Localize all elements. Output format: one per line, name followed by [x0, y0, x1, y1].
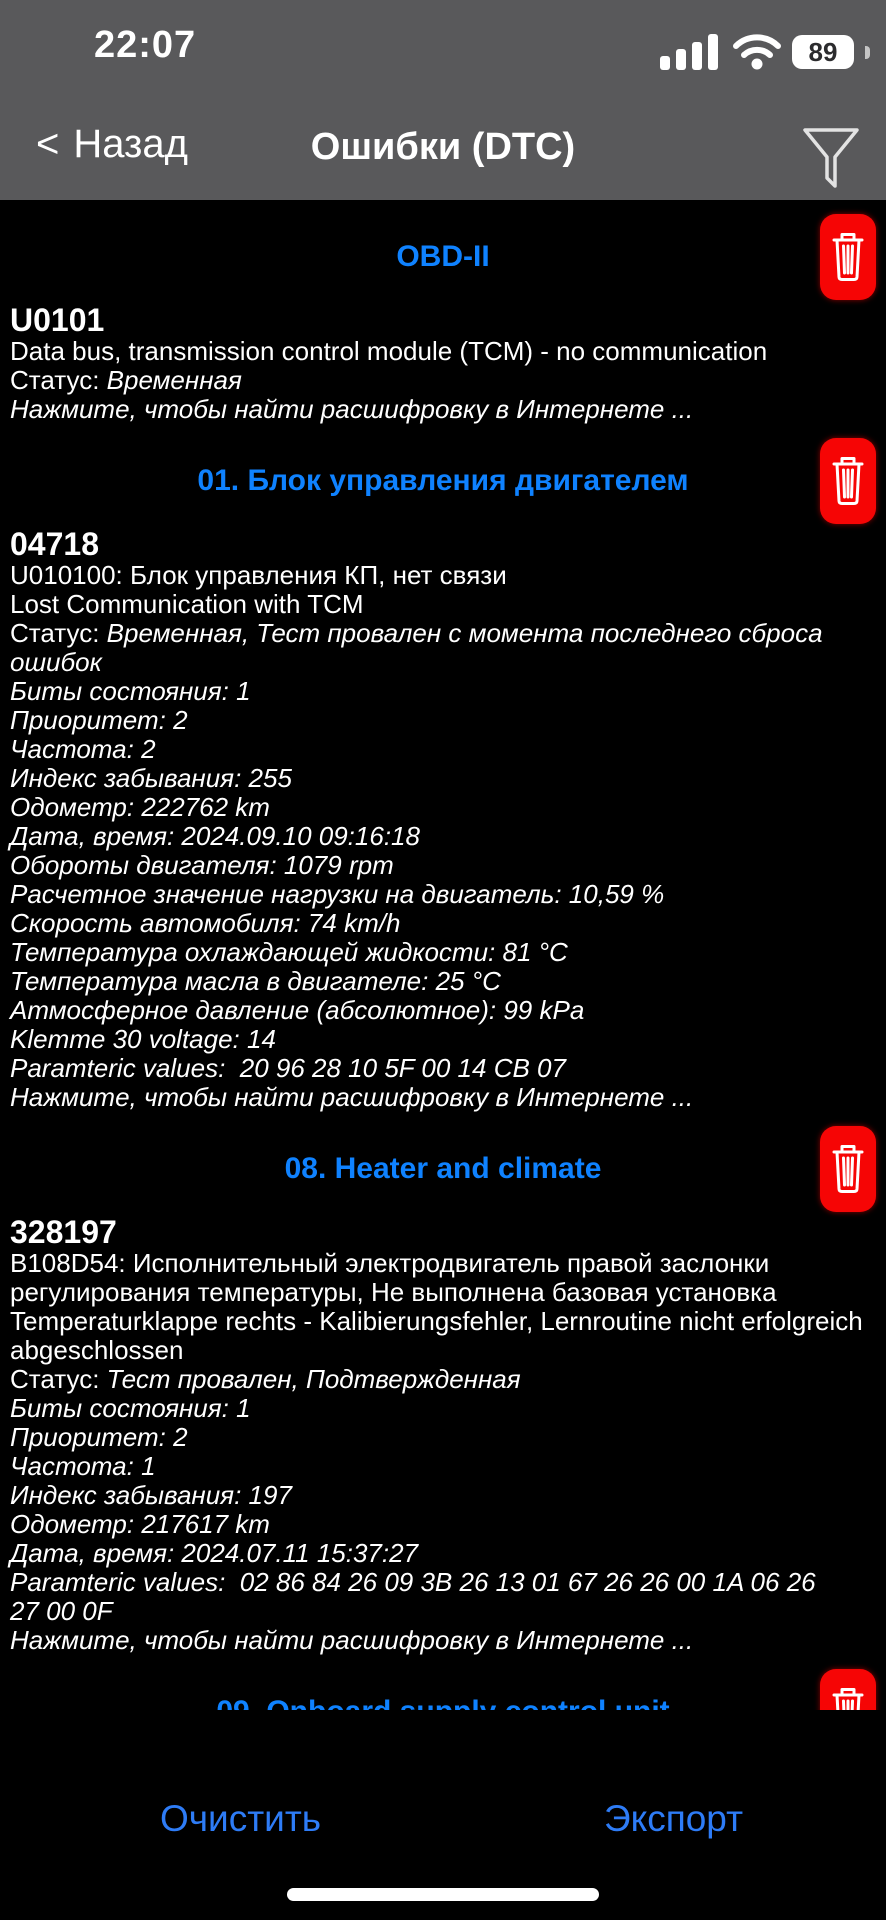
text-segment: Нажмите, чтобы найти расшифровку в Интернете ...: [10, 394, 694, 424]
text-segment: Data bus, transmission control module (TCM) - no communication: [10, 336, 768, 366]
home-indicator[interactable]: [287, 1888, 599, 1901]
header: [0, 0, 886, 200]
delete-section-button[interactable]: [820, 438, 876, 524]
filter-button[interactable]: [800, 124, 864, 199]
funnel-icon: [800, 124, 864, 194]
text-segment: Биты состояния: 1: [10, 676, 251, 706]
text-segment: Скорость автомобиля: 74 km/h: [10, 908, 401, 938]
text-segment: Индекс забывания: 255: [10, 763, 292, 793]
dtc-lookup-link[interactable]: [10, 1626, 876, 1655]
dtc-detail-line: [10, 1423, 876, 1452]
text-segment: Биты состояния: 1: [10, 1393, 251, 1423]
wifi-icon: [733, 34, 781, 70]
dtc-detail-line: [10, 1481, 876, 1510]
dtc-code: U0101: [10, 302, 105, 338]
text-segment: Paramteric values: 02 86 84 26 09 3B 26 13 01 67 26 26 00 1A 06 26: [10, 1567, 816, 1597]
delete-section-button[interactable]: [820, 1126, 876, 1212]
text-segment: Индекс забывания: 197: [10, 1480, 292, 1510]
dtc-detail-line: [10, 938, 876, 967]
dtc-detail-line: [10, 1539, 876, 1568]
section-header: [10, 214, 876, 300]
dtc-detail-line: [10, 337, 876, 366]
text-segment: Частота: 2: [10, 734, 156, 764]
dtc-section: [10, 438, 876, 1112]
text-segment: Нажмите, чтобы найти расшифровку в Интернете ...: [10, 1625, 694, 1655]
dtc-detail-line: [10, 677, 876, 706]
text-segment: Нажмите, чтобы найти расшифровку в Интернете ...: [10, 1082, 694, 1112]
status-icons: [660, 34, 870, 70]
dtc-detail-line: [10, 909, 876, 938]
chevron-left-icon: <: [36, 122, 60, 166]
dtc-detail-line: [10, 619, 876, 648]
text-segment: Атмосферное давление (абсолютное): 99 kPa: [10, 995, 585, 1025]
dtc-detail-line: [10, 967, 876, 996]
dtc-detail-line: [10, 590, 876, 619]
text-segment: Paramteric values: 20 96 28 10 5F 00 14 CB 07: [10, 1053, 566, 1083]
dtc-lookup-link[interactable]: [10, 1083, 876, 1112]
section-title: OBD-II: [396, 240, 490, 273]
page-title: Ошибки (DTC): [310, 126, 576, 168]
section-header: [10, 438, 876, 524]
dtc-detail-line: [10, 1054, 876, 1083]
back-button[interactable]: [36, 122, 188, 167]
dtc-detail-line: [10, 1568, 876, 1597]
text-segment: Приоритет: 2: [10, 1422, 188, 1452]
dtc-detail-line: [10, 880, 876, 909]
clear-button[interactable]: Очистить: [160, 1798, 322, 1839]
dtc-detail-line: [10, 996, 876, 1025]
text-segment: Обороты двигателя: 1079 rpm: [10, 850, 394, 880]
dtc-section: [10, 1126, 876, 1655]
text-segment: B108D54: Исполнительный электродвигатель правой заслонки: [10, 1248, 770, 1278]
trash-icon: [829, 455, 867, 507]
text-segment: Lost Communication with TCM: [10, 589, 364, 619]
text-segment: Дата, время: 2024.07.11 15:37:27: [10, 1538, 419, 1568]
text-segment: Температура масла в двигателе: 25 °C: [10, 966, 501, 996]
text-segment: Временная, Тест провален с момента последнего сброса: [106, 618, 823, 648]
dtc-detail-line: [10, 1597, 876, 1626]
dtc-detail-line: [10, 1307, 876, 1336]
text-segment: Расчетное значение нагрузки на двигатель: 10,59 %: [10, 879, 665, 909]
dtc-detail-line: [10, 1336, 876, 1365]
dtc-detail-line: [10, 706, 876, 735]
dtc-list: [0, 200, 886, 1710]
dtc-code: 328197: [10, 1214, 117, 1250]
text-segment: Температура охлаждающей жидкости: 81 °C: [10, 937, 568, 967]
dtc-detail-line: [10, 735, 876, 764]
dtc-code: 04718: [10, 526, 99, 562]
text-segment: 27 00 0F: [10, 1596, 113, 1626]
battery-cap-icon: [865, 46, 870, 59]
text-segment: регулирования температуры, Не выполнена базовая установка: [10, 1277, 777, 1307]
battery-icon: [792, 35, 854, 69]
dtc-detail-line: [10, 1452, 876, 1481]
text-segment: Temperaturklappe rechts - Kalibierungsfehler, Lernroutine nicht erfolgreich: [10, 1306, 863, 1336]
text-segment: Тест провален, Подтвержденная: [106, 1364, 521, 1394]
status-time: 22:07: [94, 24, 197, 66]
dtc-detail-line: [10, 1249, 876, 1278]
text-segment: Временная: [106, 365, 242, 395]
dtc-detail-line: [10, 793, 876, 822]
section-title: 08. Heater and climate: [284, 1152, 602, 1185]
dtc-detail-line: [10, 1365, 876, 1394]
text-segment: Статус:: [10, 1364, 107, 1394]
dtc-detail-line: [10, 764, 876, 793]
battery-percent: 89: [808, 36, 838, 67]
dtc-detail-line: [10, 851, 876, 880]
dtc-lookup-link[interactable]: [10, 395, 876, 424]
text-segment: Статус:: [10, 365, 107, 395]
text-segment: Одометр: 222762 km: [10, 792, 270, 822]
dtc-detail-line: [10, 1278, 876, 1307]
text-segment: ошибок: [10, 647, 102, 677]
section-header: [10, 1126, 876, 1212]
delete-section-button[interactable]: [820, 214, 876, 300]
text-segment: Одометр: 217617 km: [10, 1509, 270, 1539]
trash-icon: [829, 1143, 867, 1195]
section-title: 01. Блок управления двигателем: [197, 464, 689, 497]
export-button[interactable]: Экспорт: [604, 1798, 744, 1839]
text-segment: Дата, время: 2024.09.10 09:16:18: [10, 821, 420, 851]
text-segment: Klemme 30 voltage: 14: [10, 1024, 276, 1054]
back-button-label: Назад: [73, 122, 188, 166]
dtc-detail-line: [10, 1510, 876, 1539]
text-segment: Частота: 1: [10, 1451, 156, 1481]
dtc-section: [10, 214, 876, 424]
text-segment: Статус:: [10, 618, 107, 648]
dtc-detail-line: [10, 561, 876, 590]
dtc-detail-line: [10, 648, 876, 677]
text-segment: Приоритет: 2: [10, 705, 188, 735]
dtc-detail-line: [10, 366, 876, 395]
text-segment: abgeschlossen: [10, 1335, 184, 1365]
bottom-toolbar: [0, 1710, 886, 1920]
dtc-detail-line: [10, 1025, 876, 1054]
trash-icon: [829, 231, 867, 283]
cellular-signal-icon: [660, 34, 722, 70]
dtc-detail-line: [10, 822, 876, 851]
text-segment: U010100: Блок управления КП, нет связи: [10, 560, 507, 590]
dtc-detail-line: [10, 1394, 876, 1423]
